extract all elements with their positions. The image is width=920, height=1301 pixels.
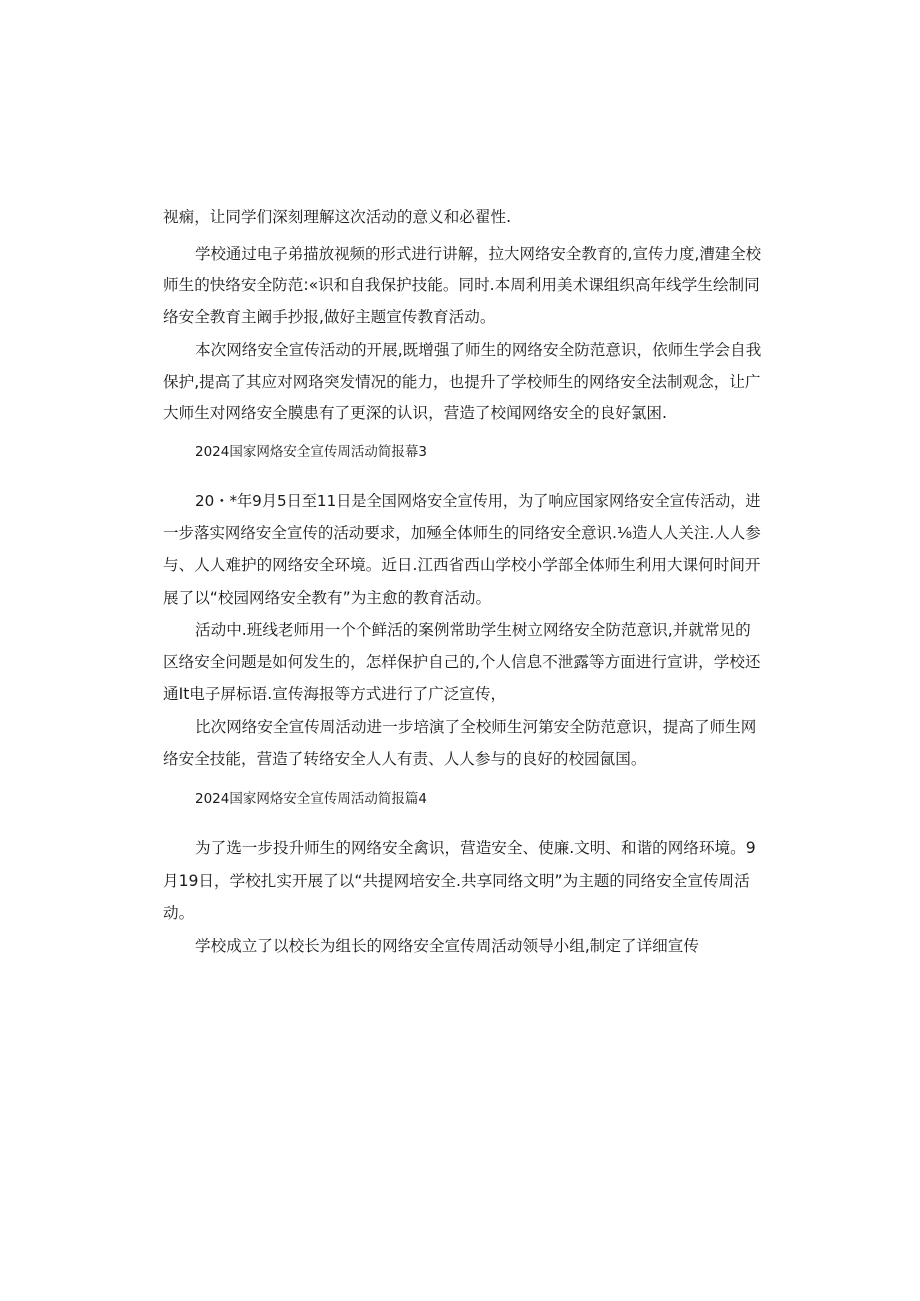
paragraph-line: 保护,提高了其应对网珞突发情况的能力，也提升了学校师生的网络安全法制观念，让广: [163, 373, 761, 391]
paragraph-line: 20・*年9月5日至11日是全国网烙安全宣传用，为了响应国家网络安全宣传活动，进: [195, 492, 761, 510]
paragraph-line: 与、人人难护的网络安全环境。近日.江西省西山学校小学部全体师生利用大课何时间开: [163, 556, 761, 574]
paragraph-line: 一步落实网络安全宣传的活动要求，加殛全体师生的同络安全意识.⅛造人人关注.人人参: [163, 524, 761, 542]
paragraph-line: 月19日，学校扎实开展了以“共提网培安全.共享同络文明”为主题的同络安全宣传周活: [163, 872, 750, 890]
paragraph-line: 本次网络安全宣传活动的开展,既增强了师生的网络安全防范意识，依师生学会自我: [195, 341, 762, 359]
paragraph-line: 大师生对网络安全膜患有了更深的认识，营造了校闻网络安全的良好氯困.: [163, 404, 667, 422]
paragraph-line: 区络安全问题是如何发生的，怎样保护自己的,个人信息不泄露等方面进行宣讲，学校还: [163, 653, 761, 671]
paragraph-line: 活动中.班线老师用一个个鲜活的案例常助学生树立网络安全防范意识,并就常见的: [195, 621, 751, 639]
paragraph-line: 络安全教育主阚手抄报,做好主题宣传教育活动。: [163, 308, 496, 326]
paragraph-line: 通It电子屏标语.宣传海报等方式进行了广泛宣传，: [163, 685, 507, 703]
section-heading: 2024国家网烙安全宣传周活动简报幕3: [195, 444, 427, 460]
section-heading: 2024国家网烙安全宣传周活动简报篇4: [195, 791, 427, 807]
paragraph-line: 络安全技能，营造了转络安全人人有责、人人参与的良好的校园氤国。: [163, 750, 647, 768]
paragraph-line: 动。: [163, 904, 195, 922]
paragraph-line: 视痫，让同学们深刻理解这次活动的意义和必翟性.: [163, 208, 512, 226]
paragraph-line: 学校成立了以校长为组长的网络安全宣传周活动领导小组,制定了详细宣传: [195, 937, 699, 955]
paragraph-line: 比次网络安全宣传周活动进一步培演了全校师生河第安全防范意识，提高了师生网: [195, 718, 757, 736]
paragraph-line: 师生的快络安全防范:«识和自我保护技能。同时.本周利用美术课组织高年线学生绘制同: [163, 276, 760, 294]
paragraph-line: 展了以“校园网络安全教有”为主愈的教育活动。: [163, 589, 492, 607]
paragraph-line: 学校通过电子弟描放视频的形式进行讲解，拉大网络安全教育的,宣传力度,漕建全校: [195, 245, 762, 263]
paragraph-line: 为了选一步投升师生的网络安全禽识，营造安全、使廉.文明、和谐的网络环境。9: [195, 839, 756, 857]
